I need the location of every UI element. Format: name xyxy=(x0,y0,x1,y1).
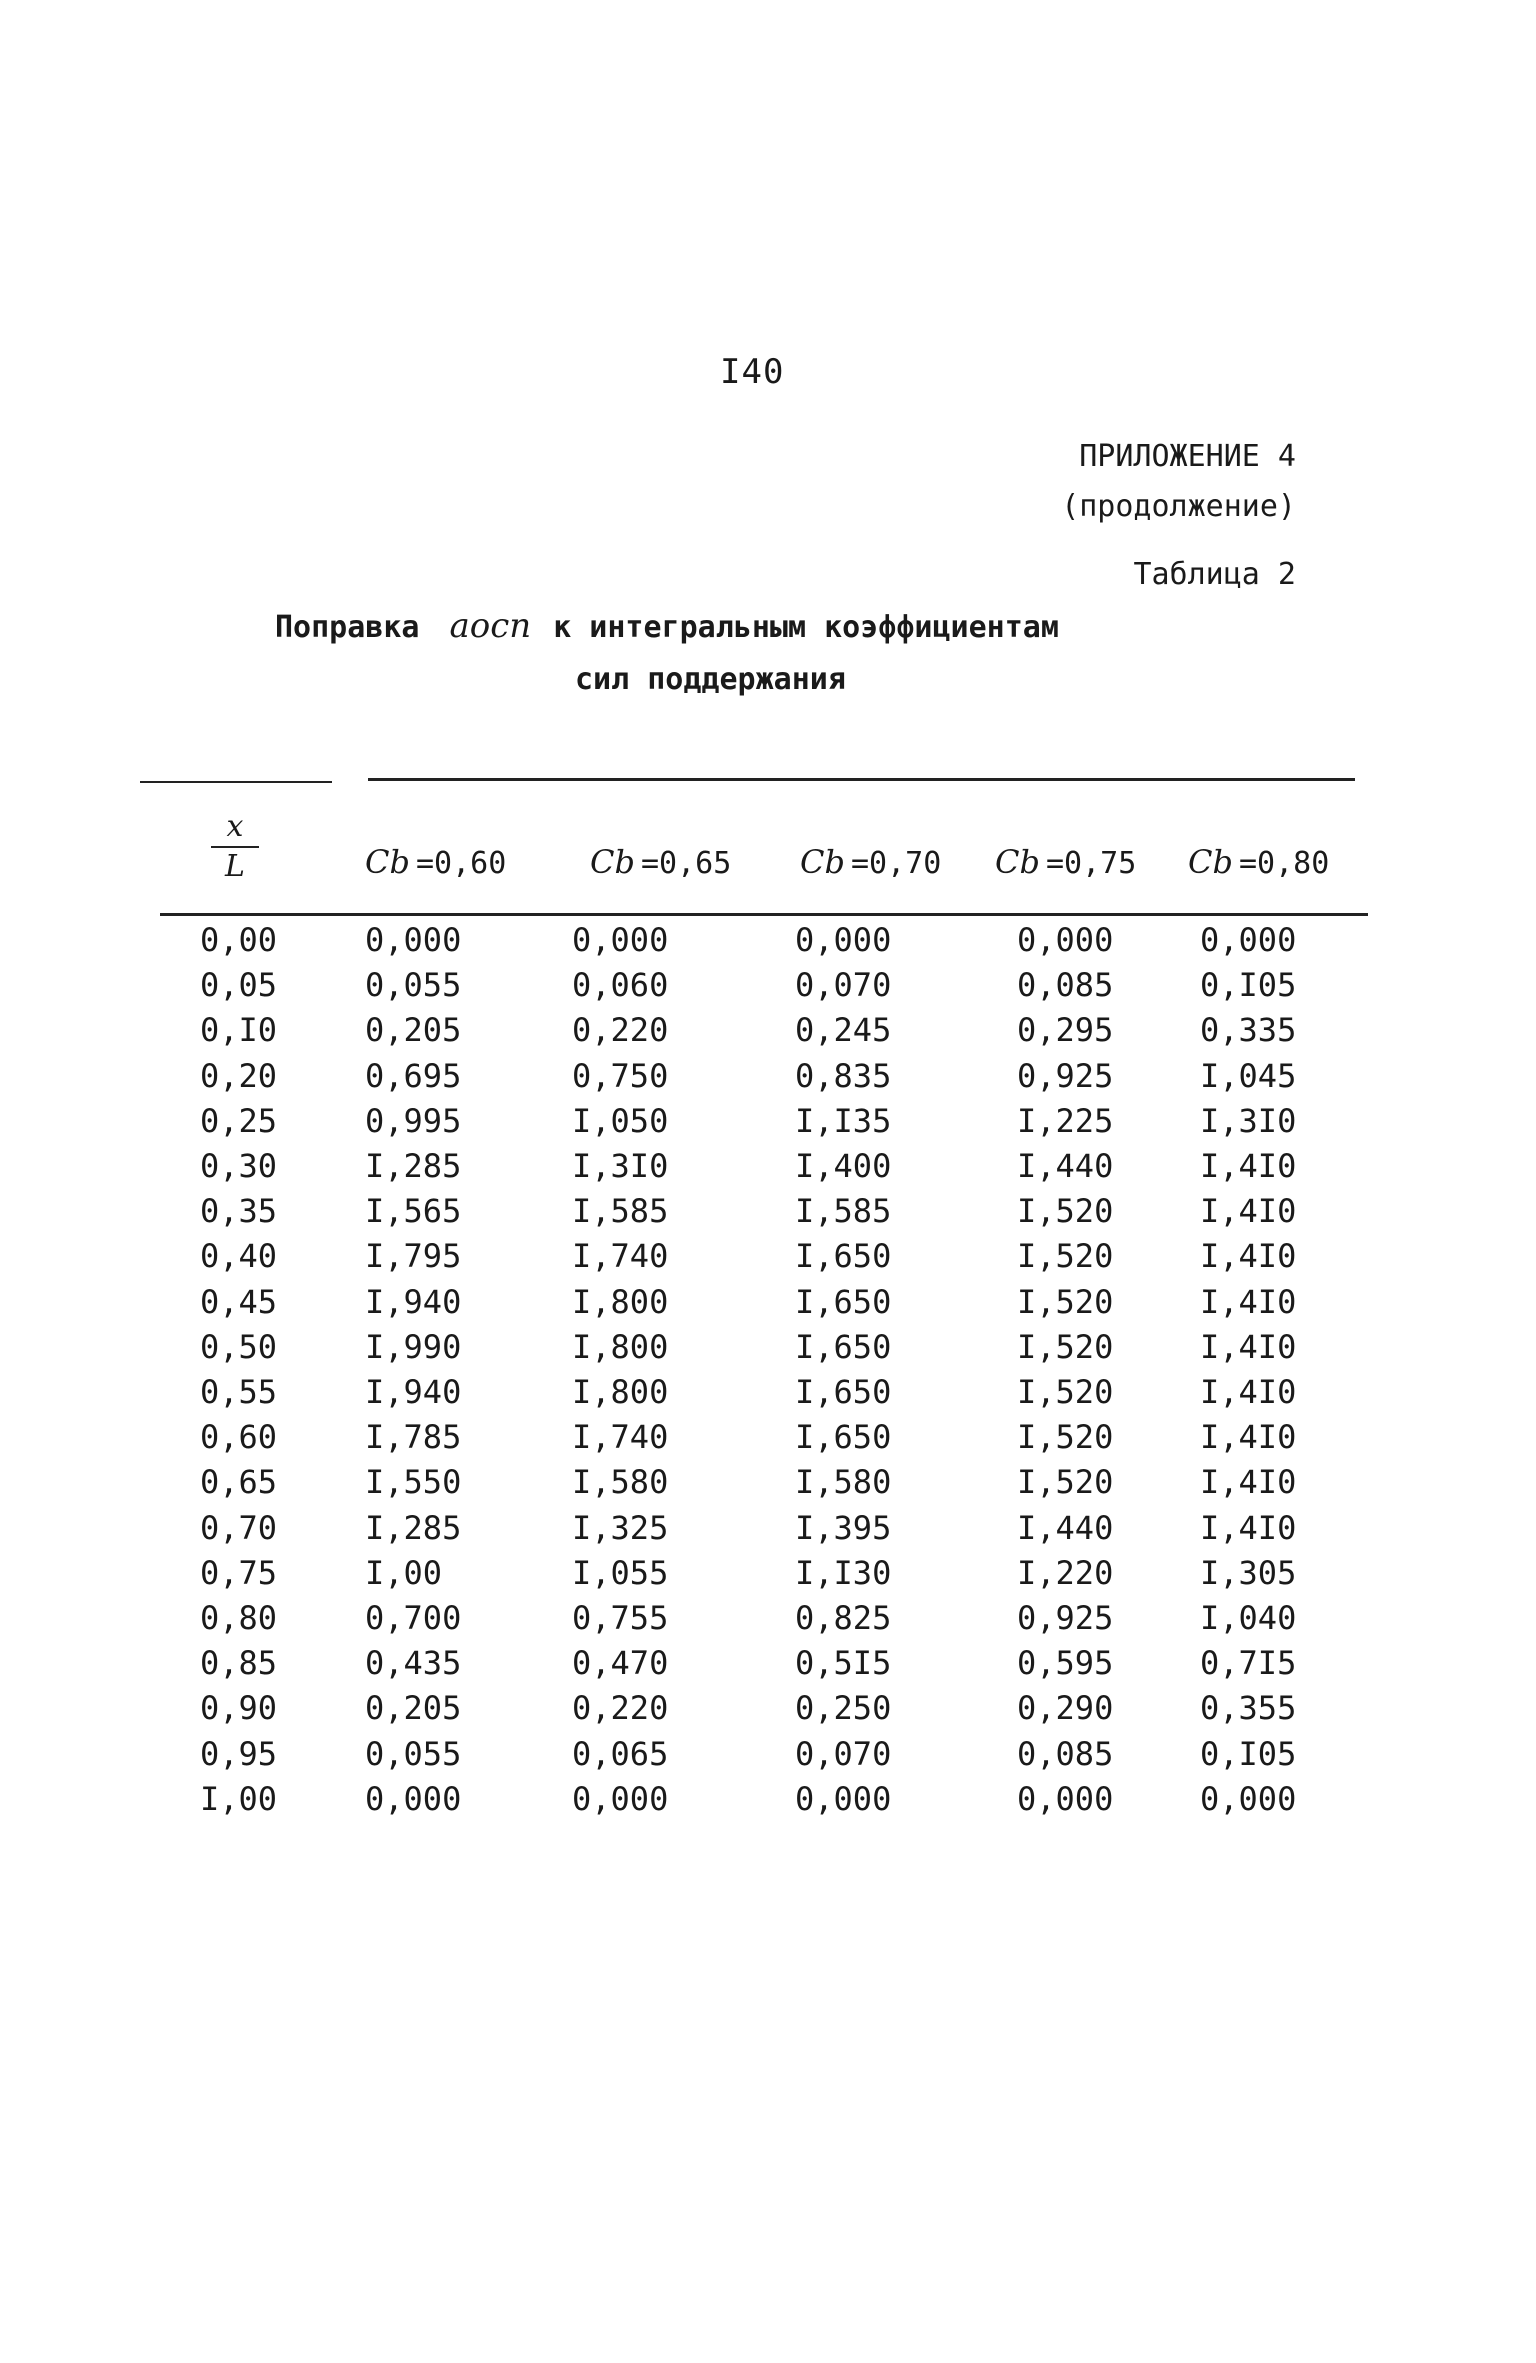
value-cell: I,650 xyxy=(795,1237,892,1276)
value-cell: 0,755 xyxy=(572,1599,669,1637)
table-row xyxy=(0,918,1400,963)
value-cell: 0,000 xyxy=(1017,921,1114,959)
value-cell: I,520 xyxy=(1017,1282,1114,1321)
value-cell: I,3I0 xyxy=(1200,1101,1297,1140)
value-cell: 0,I05 xyxy=(1200,966,1297,1005)
ratio-cell: 0,85 xyxy=(200,1644,278,1683)
value-cell: I,795 xyxy=(365,1237,462,1276)
value-cell: 0,7I5 xyxy=(1200,1644,1297,1683)
value-cell: I,550 xyxy=(365,1463,462,1502)
ratio-cell: 0,20 xyxy=(200,1056,278,1095)
value-cell: I,740 xyxy=(572,1237,669,1276)
value-cell: I,040 xyxy=(1200,1599,1297,1637)
table-row xyxy=(0,963,1400,1008)
table-row xyxy=(0,1686,1400,1731)
value-cell: I,4I0 xyxy=(1200,1192,1297,1231)
value-cell: I,440 xyxy=(1017,1508,1114,1547)
value-cell: I,565 xyxy=(365,1192,462,1231)
value-cell: 0,070 xyxy=(795,1734,892,1773)
table-row xyxy=(0,1415,1400,1460)
value-cell: I,I35 xyxy=(795,1101,892,1140)
value-cell: 0,245 xyxy=(795,1011,892,1050)
column-header-value: =0,75 xyxy=(1045,846,1137,881)
value-cell: I,4I0 xyxy=(1200,1463,1297,1502)
ratio-cell: 0,35 xyxy=(200,1192,278,1231)
column-header-5 xyxy=(1188,843,1329,881)
value-cell: I,400 xyxy=(795,1147,892,1185)
value-cell: I,225 xyxy=(1017,1101,1114,1140)
value-cell: 0,695 xyxy=(365,1056,462,1095)
value-cell: I,045 xyxy=(1200,1056,1297,1095)
table-row xyxy=(0,1099,1400,1144)
value-cell: 0,060 xyxy=(572,966,669,1005)
value-cell: I,785 xyxy=(365,1418,462,1457)
column-header-3 xyxy=(800,843,941,881)
ratio-cell: 0,60 xyxy=(200,1418,278,1457)
value-cell: 0,290 xyxy=(1017,1689,1114,1728)
table-row xyxy=(0,1144,1400,1189)
ratio-cell: 0,50 xyxy=(200,1327,278,1366)
table-row xyxy=(0,1641,1400,1686)
ratio-cell: 0,55 xyxy=(200,1373,278,1411)
ratio-cell: 0,25 xyxy=(200,1101,278,1140)
value-cell: 0,000 xyxy=(1200,1779,1297,1818)
value-cell: 0,055 xyxy=(365,966,462,1005)
value-cell: I,4I0 xyxy=(1200,1282,1297,1321)
column-header-1 xyxy=(365,843,506,881)
ratio-fraction-bar xyxy=(211,846,259,848)
column-header-value: =0,60 xyxy=(415,846,507,881)
value-cell: I,285 xyxy=(365,1147,462,1185)
table-row xyxy=(0,1054,1400,1099)
ratio-cell: 0,00 xyxy=(200,921,278,959)
value-cell: I,520 xyxy=(1017,1327,1114,1366)
ratio-cell: 0,05 xyxy=(200,966,278,1005)
caption-line2: сил поддержания xyxy=(575,662,846,697)
value-cell: I,940 xyxy=(365,1373,462,1411)
value-cell: I,650 xyxy=(795,1418,892,1457)
value-cell: I,650 xyxy=(795,1327,892,1366)
ratio-cell: 0,90 xyxy=(200,1689,278,1728)
value-cell: 0,000 xyxy=(365,921,462,959)
value-cell: I,4I0 xyxy=(1200,1147,1297,1185)
ratio-cell: 0,45 xyxy=(200,1282,278,1321)
ratio-denominator: L xyxy=(225,849,245,884)
ratio-cell: 0,75 xyxy=(200,1553,278,1592)
value-cell: 0,000 xyxy=(1200,921,1297,959)
value-cell: 0,070 xyxy=(795,966,892,1005)
column-header-symbol: Cb xyxy=(800,843,845,881)
value-cell: I,4I0 xyxy=(1200,1508,1297,1547)
page-number: I40 xyxy=(720,352,785,392)
ratio-numerator: x xyxy=(226,809,244,844)
value-cell: 0,925 xyxy=(1017,1056,1114,1095)
value-cell: 0,000 xyxy=(572,1779,669,1818)
value-cell: 0,835 xyxy=(795,1056,892,1095)
value-cell: 0,205 xyxy=(365,1011,462,1050)
table-row xyxy=(0,1460,1400,1505)
value-cell: 0,000 xyxy=(572,921,669,959)
table-top-rule-left xyxy=(140,781,332,783)
table-top-rule-right xyxy=(368,778,1355,781)
value-cell: I,00 xyxy=(365,1553,443,1592)
column-header-2 xyxy=(590,843,731,881)
value-cell: I,650 xyxy=(795,1282,892,1321)
value-cell: 0,435 xyxy=(365,1644,462,1683)
value-cell: I,580 xyxy=(572,1463,669,1502)
value-cell: 0,700 xyxy=(365,1599,462,1637)
value-cell: I,800 xyxy=(572,1282,669,1321)
column-header-value: =0,80 xyxy=(1238,846,1330,881)
value-cell: 0,470 xyxy=(572,1644,669,1683)
value-cell: 0,220 xyxy=(572,1011,669,1050)
value-cell: I,325 xyxy=(572,1508,669,1547)
table-row xyxy=(0,1189,1400,1234)
value-cell: I,055 xyxy=(572,1553,669,1592)
table-caption xyxy=(275,600,1255,706)
value-cell: I,520 xyxy=(1017,1192,1114,1231)
value-cell: I,3I0 xyxy=(572,1147,669,1185)
ratio-cell: 0,40 xyxy=(200,1237,278,1276)
value-cell: 0,220 xyxy=(572,1689,669,1728)
caption-symbol: aосп xyxy=(449,606,532,646)
ratio-cell: 0,65 xyxy=(200,1463,278,1502)
value-cell: 0,000 xyxy=(365,1779,462,1818)
value-cell: 0,205 xyxy=(365,1689,462,1728)
value-cell: 0,000 xyxy=(795,1779,892,1818)
value-cell: I,4I0 xyxy=(1200,1327,1297,1366)
ratio-header xyxy=(205,810,265,884)
value-cell: 0,055 xyxy=(365,1734,462,1773)
value-cell: 0,5I5 xyxy=(795,1644,892,1683)
table-row xyxy=(0,1777,1400,1822)
ratio-cell: 0,80 xyxy=(200,1599,278,1637)
value-cell: 0,335 xyxy=(1200,1011,1297,1050)
table-row xyxy=(0,1370,1400,1415)
ratio-cell: 0,95 xyxy=(200,1734,278,1773)
value-cell: I,580 xyxy=(795,1463,892,1502)
value-cell: 0,595 xyxy=(1017,1644,1114,1683)
caption-prefix: Поправка xyxy=(275,610,420,645)
appendix-heading xyxy=(1061,432,1296,532)
table-row xyxy=(0,1325,1400,1370)
value-cell: 0,355 xyxy=(1200,1689,1297,1728)
value-cell: I,520 xyxy=(1017,1418,1114,1457)
value-cell: 0,000 xyxy=(795,921,892,959)
appendix-title: ПРИЛОЖЕНИЕ 4 xyxy=(1079,439,1296,474)
table-label: Таблица 2 xyxy=(1133,557,1296,592)
ratio-cell: 0,70 xyxy=(200,1508,278,1547)
value-cell: I,4I0 xyxy=(1200,1373,1297,1411)
value-cell: I,585 xyxy=(572,1192,669,1231)
value-cell: I,440 xyxy=(1017,1147,1114,1185)
value-cell: I,4I0 xyxy=(1200,1418,1297,1457)
value-cell: I,I30 xyxy=(795,1553,892,1592)
value-cell: 0,065 xyxy=(572,1734,669,1773)
value-cell: 0,085 xyxy=(1017,1734,1114,1773)
value-cell: I,800 xyxy=(572,1327,669,1366)
value-cell: 0,250 xyxy=(795,1689,892,1728)
value-cell: I,800 xyxy=(572,1373,669,1411)
value-cell: I,585 xyxy=(795,1192,892,1231)
table-row xyxy=(0,1280,1400,1325)
value-cell: I,285 xyxy=(365,1508,462,1547)
column-header-4 xyxy=(995,843,1136,881)
column-header-value: =0,65 xyxy=(640,846,732,881)
column-header-symbol: Cb xyxy=(1188,843,1233,881)
value-cell: 0,I05 xyxy=(1200,1734,1297,1773)
column-header-symbol: Cb xyxy=(365,843,410,881)
value-cell: I,395 xyxy=(795,1508,892,1547)
value-cell: I,520 xyxy=(1017,1463,1114,1502)
value-cell: 0,925 xyxy=(1017,1599,1114,1637)
column-header-symbol: Cb xyxy=(995,843,1040,881)
value-cell: I,050 xyxy=(572,1101,669,1140)
value-cell: I,650 xyxy=(795,1373,892,1411)
ratio-cell: I,00 xyxy=(200,1779,278,1818)
table-row xyxy=(0,1596,1400,1641)
value-cell: 0,995 xyxy=(365,1101,462,1140)
value-cell: 0,000 xyxy=(1017,1779,1114,1818)
table-row xyxy=(0,1732,1400,1777)
ratio-cell: 0,I0 xyxy=(200,1011,278,1050)
value-cell: I,4I0 xyxy=(1200,1237,1297,1276)
value-cell: I,940 xyxy=(365,1282,462,1321)
table-row xyxy=(0,1234,1400,1279)
column-header-symbol: Cb xyxy=(590,843,635,881)
value-cell: 0,085 xyxy=(1017,966,1114,1005)
caption-line1-rest: к интегральным коэффициентам xyxy=(553,610,1059,645)
value-cell: 0,825 xyxy=(795,1599,892,1637)
value-cell: I,305 xyxy=(1200,1553,1297,1592)
table-row xyxy=(0,1506,1400,1551)
value-cell: I,220 xyxy=(1017,1553,1114,1592)
value-cell: I,990 xyxy=(365,1327,462,1366)
column-header-value: =0,70 xyxy=(850,846,942,881)
value-cell: 0,750 xyxy=(572,1056,669,1095)
value-cell: I,740 xyxy=(572,1418,669,1457)
table-row xyxy=(0,1551,1400,1596)
value-cell: I,520 xyxy=(1017,1373,1114,1411)
table-header-rule xyxy=(160,913,1368,916)
table-row xyxy=(0,1008,1400,1053)
appendix-subtitle: (продолжение) xyxy=(1061,489,1296,524)
value-cell: I,520 xyxy=(1017,1237,1114,1276)
ratio-cell: 0,30 xyxy=(200,1147,278,1185)
value-cell: 0,295 xyxy=(1017,1011,1114,1050)
